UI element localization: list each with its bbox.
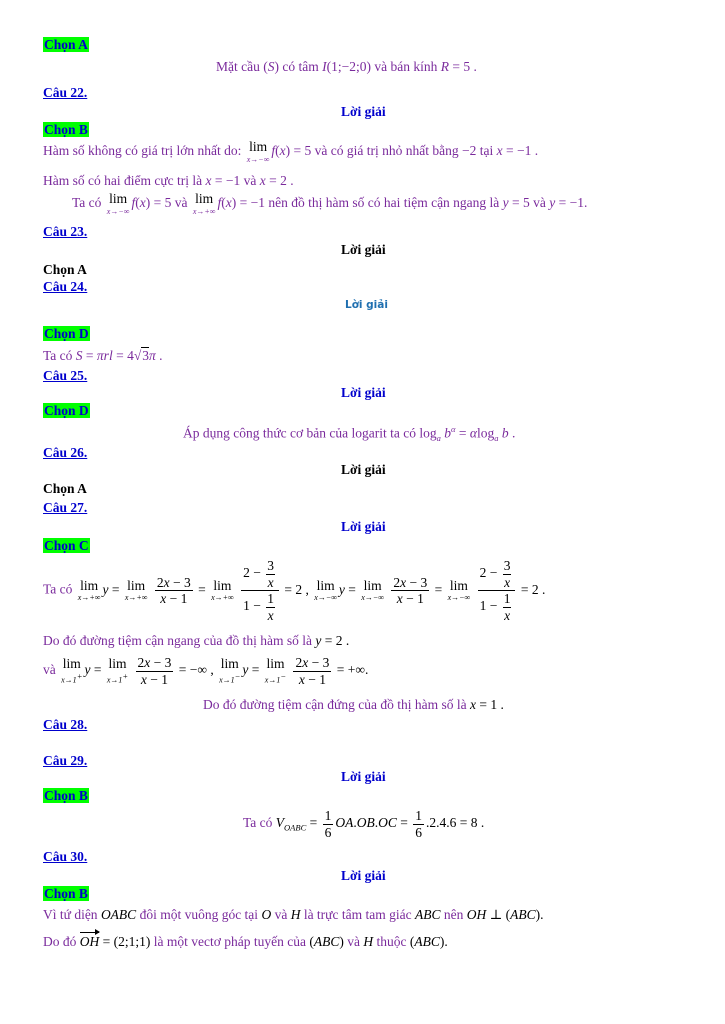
question-heading: Câu 26.	[43, 445, 88, 460]
answer-choice: Chọn A	[44, 37, 88, 52]
solution-line: Ta có $V_{OABC}$ = $\frac{1}{6}$ OA.OB.OC = $\frac{1}{6}$ .2.4.6 = 8 .	[243, 808, 485, 840]
question-heading: Câu 24.	[43, 279, 88, 294]
question-heading: Câu 23.	[43, 224, 88, 239]
solution-line: Mặt cầu (S) có tâm I(1;−2;0) và bán kính R = 5 .	[216, 59, 477, 74]
solution-line-limits: Ta có lim x→+∞ y = lim x→+∞ $\frac{2x - 3}{x - 1}$ = lim x→+∞ 2 − $\frac{3}{x}$ 1 − $\frac{1}{x}$ = 2 , lim x→−∞ y = lim x→−∞ $\frac{2x - 3}{x - 1}$ = lim x→−∞ 2 − $\frac{3}{x}$ 1 − $\frac{1}{x}$ = 2 .	[43, 558, 546, 623]
question-heading: Câu 28.	[43, 717, 88, 732]
answer-choice: Chọn B	[44, 886, 88, 901]
question-heading: Câu 25.	[43, 368, 88, 383]
answer-choice: Chọn D	[44, 326, 89, 341]
solution-heading: Lời giải	[345, 299, 388, 311]
solution-line: Hàm số có hai điểm cực trị là x = −1 và x = 2 .	[43, 173, 294, 188]
answer-choice: Chọn B	[44, 788, 88, 803]
answer-choice: Chọn A	[43, 481, 87, 496]
solution-line: Áp dụng công thức cơ bản của logarit ta có $\log_a b^\alpha = \alpha\log_a$ b .	[183, 424, 516, 444]
solution-line: Do đó đường tiệm cận ngang của đồ thị hàm số là y = 2 .	[43, 633, 350, 648]
solution-heading: Lời giải	[341, 868, 386, 883]
solution-heading: Lời giải	[341, 104, 386, 119]
solution-heading: Lời giải	[341, 242, 386, 257]
solution-line: Vì tứ diện OABC đôi một vuông góc tại O và H là trực tâm tam giác ABC nên OH ⊥ (ABC).	[43, 907, 544, 922]
question-heading: Câu 27.	[43, 500, 88, 515]
solution-line: Ta có S = πrl = 4√3π .	[43, 348, 163, 363]
answer-choice: Chọn B	[44, 122, 88, 137]
solution-heading: Lời giải	[341, 385, 386, 400]
solution-line: Do đó OH = (2;1;1) là một vectơ pháp tuyến của (ABC) và H thuộc (ABC).	[43, 934, 448, 949]
solution-line-limits: và lim x→1+ y = lim x→1+ $\frac{2x - 3}{x - 1}$ = −∞ , lim x→1− y = lim x→1− $\frac{2x - 3}{x - 1}$ = +∞.	[43, 655, 369, 687]
solution-heading: Lời giải	[341, 462, 386, 477]
solution-heading: Lời giải	[341, 769, 386, 784]
question-heading: Câu 29.	[43, 753, 88, 768]
answer-choice: Chọn C	[44, 538, 89, 553]
answer-choice: Chọn D	[44, 403, 89, 418]
question-heading: Câu 22.	[43, 85, 88, 100]
solution-heading: Lời giải	[341, 519, 386, 534]
answer-choice: Chọn A	[43, 262, 87, 277]
question-heading: Câu 30.	[43, 849, 88, 864]
solution-line: Do đó đường tiệm cận đứng của đồ thị hàm số là x = 1 .	[203, 697, 504, 712]
solution-line: Ta có lim x→−∞ f(x) = 5 và lim x→+∞ f(x) = −1 nên đồ thị hàm số có hai tiệm cận ngang là y = 5 và y = −1.	[72, 191, 588, 216]
solution-line: Hàm số không có giá trị lớn nhất do: lim x→−∞ f(x) = 5 và có giá trị nhỏ nhất bằng −2 tại x = −1 .	[43, 139, 539, 164]
